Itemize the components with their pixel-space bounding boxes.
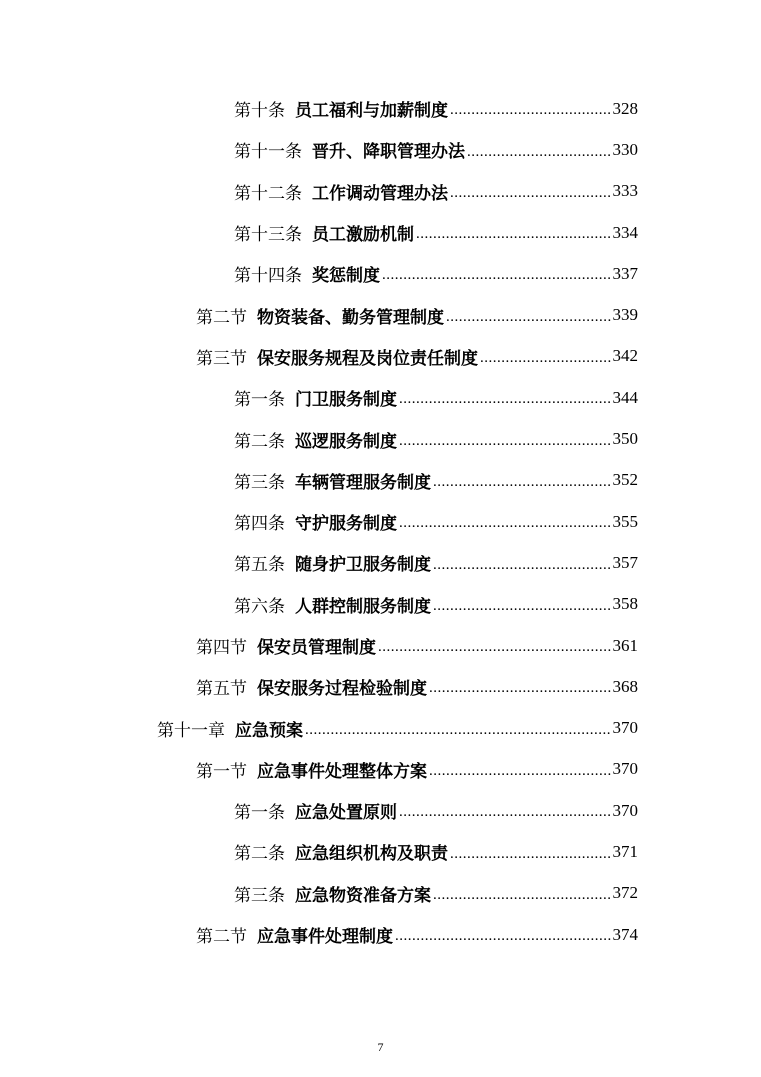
- toc-entry-page: 355: [612, 511, 638, 531]
- toc-entry-title: 应急预案: [235, 720, 303, 741]
- toc-entry-page: 370: [612, 759, 638, 779]
- toc-entry-page: 328: [612, 98, 638, 118]
- toc-dot-leader: [429, 681, 611, 707]
- toc-entry[interactable]: [0, 88, 761, 129]
- toc-dot-leader: [433, 475, 611, 501]
- toc-dot-leader: [450, 103, 611, 129]
- toc-entry[interactable]: [0, 501, 761, 542]
- toc-entry-title: 晋升、降职管理办法: [312, 142, 465, 163]
- toc-entry[interactable]: [0, 790, 761, 831]
- toc-entry-number: 第一节: [196, 761, 247, 782]
- page-number: 7: [377, 1040, 384, 1054]
- toc-dot-leader: [399, 805, 611, 831]
- toc-entry-title: 工作调动管理办法: [312, 183, 448, 204]
- toc-dot-leader: [378, 640, 611, 666]
- toc-dot-leader: [382, 268, 611, 294]
- toc-dot-leader: [429, 764, 611, 790]
- toc-entry[interactable]: [0, 253, 761, 294]
- toc-entry-title: 奖惩制度: [312, 266, 380, 287]
- toc-entry-page: 370: [612, 800, 638, 820]
- toc-entry-title: 保安员管理制度: [257, 638, 376, 658]
- toc-entry-page: 344: [612, 387, 638, 407]
- toc-entry[interactable]: [0, 336, 761, 377]
- toc-dot-leader: [433, 888, 611, 914]
- toc-entry-page: 334: [612, 222, 638, 242]
- toc-entry-number: 第六条: [234, 596, 285, 617]
- toc-entry-page: 361: [612, 635, 638, 655]
- toc-dot-leader: [305, 723, 611, 749]
- toc-entry[interactable]: [0, 914, 761, 955]
- toc-entry-title: 应急处置原则: [295, 803, 397, 824]
- toc-dot-leader: [467, 145, 611, 171]
- toc-entry-page: 370: [612, 718, 638, 738]
- toc-entry[interactable]: [0, 666, 761, 707]
- toc-entry[interactable]: [0, 625, 761, 666]
- toc-dot-leader: [433, 558, 611, 584]
- toc-entry-title: 随身护卫服务制度: [295, 555, 431, 576]
- toc-entry-number: 第二节: [196, 927, 247, 948]
- toc-dot-leader: [399, 434, 611, 460]
- toc-entry-title: 保安服务过程检验制度: [257, 679, 427, 700]
- toc-entry-title: 巡逻服务制度: [295, 431, 397, 452]
- toc-entry[interactable]: [0, 418, 761, 459]
- toc-entry[interactable]: [0, 542, 761, 583]
- toc-entry-page: 342: [612, 346, 638, 366]
- toc-entry-number: 第二条: [234, 844, 285, 865]
- toc-entry-page: 330: [612, 139, 638, 159]
- toc-entry-number: 第一条: [234, 803, 285, 824]
- toc-entry-title: 应急事件处理制度: [257, 927, 393, 948]
- toc-entry-number: 第一条: [234, 390, 285, 411]
- toc-entry-title: 门卫服务制度: [295, 390, 397, 411]
- toc-dot-leader: [450, 186, 611, 212]
- toc-entry-page: 337: [612, 263, 638, 283]
- toc-entry-title: 车辆管理服务制度: [295, 472, 431, 493]
- toc-entry-number: 第五条: [234, 555, 285, 576]
- toc-entry-title: 员工激励机制: [312, 225, 414, 246]
- toc-entry[interactable]: [0, 129, 761, 170]
- toc-dot-leader: [416, 227, 611, 253]
- toc-entry-number: 第三节: [196, 348, 247, 369]
- toc-entry[interactable]: [0, 171, 761, 212]
- toc-dot-leader: [399, 392, 611, 418]
- toc-entry[interactable]: [0, 707, 761, 748]
- toc-entry-number: 第四条: [234, 514, 285, 535]
- toc-dot-leader: [433, 599, 611, 625]
- toc-dot-leader: [450, 847, 611, 873]
- toc-entry[interactable]: [0, 460, 761, 501]
- toc-entry-title: 保安服务规程及岗位责任制度: [257, 348, 478, 369]
- toc-entry-number: 第三条: [234, 472, 285, 493]
- toc-entry-number: 第十二条: [234, 183, 302, 204]
- toc-entry-page: 350: [612, 429, 638, 449]
- toc-entry-number: 第十一条: [234, 142, 302, 163]
- toc-entry-number: 第五节: [196, 679, 247, 700]
- toc-entry-page: 333: [612, 181, 638, 201]
- toc-entry-page: 352: [612, 470, 638, 490]
- toc-entry[interactable]: [0, 749, 761, 790]
- toc-entry-page: 368: [612, 676, 638, 696]
- toc-entry-number: 第十三条: [234, 225, 302, 246]
- toc-entry[interactable]: [0, 584, 761, 625]
- toc-entry-page: 358: [612, 594, 638, 614]
- toc-entry-page: 372: [612, 883, 638, 903]
- toc-entry-title: 物资装备、勤务管理制度: [257, 307, 444, 328]
- toc-entry-number: 第十四条: [234, 266, 302, 287]
- toc-entry-title: 应急物资准备方案: [295, 885, 431, 906]
- toc-entry[interactable]: [0, 873, 761, 914]
- toc-dot-leader: [446, 310, 611, 336]
- toc-entry-title: 应急组织机构及职责: [295, 844, 448, 865]
- toc-dot-leader: [395, 929, 611, 955]
- toc-entry-number: 第四节: [196, 638, 247, 658]
- toc-entry[interactable]: [0, 294, 761, 335]
- toc-dot-leader: [480, 351, 611, 377]
- toc-entry-number: 第二节: [196, 307, 247, 328]
- toc-entry-page: 371: [612, 841, 638, 861]
- toc-entry-number: 第二条: [234, 431, 285, 452]
- toc-entry-title: 员工福利与加薪制度: [295, 101, 448, 122]
- toc-entry-page: 374: [612, 924, 638, 944]
- toc-dot-leader: [399, 516, 611, 542]
- toc-entry-title: 人群控制服务制度: [295, 596, 431, 617]
- toc-entry-number: 第三条: [234, 885, 285, 906]
- toc-entry-number: 第十条: [234, 101, 285, 122]
- toc-entry[interactable]: [0, 212, 761, 253]
- toc-entry-title: 应急事件处理整体方案: [257, 761, 427, 782]
- toc-entry-number: 第十一章: [157, 720, 225, 741]
- table-of-contents: [0, 88, 761, 955]
- toc-entry-page: 339: [612, 305, 638, 325]
- toc-entry[interactable]: [0, 831, 761, 872]
- toc-entry[interactable]: [0, 377, 761, 418]
- toc-entry-title: 守护服务制度: [295, 514, 397, 535]
- toc-entry-page: 357: [612, 552, 638, 572]
